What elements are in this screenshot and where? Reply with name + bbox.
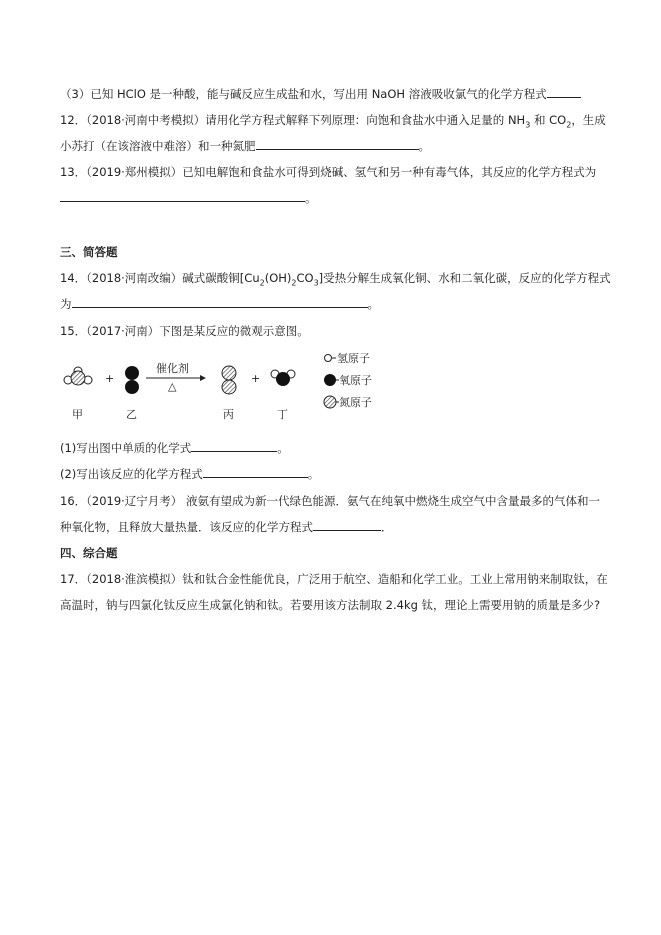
label-yi: 乙 bbox=[126, 408, 137, 421]
question-text: 为 bbox=[60, 297, 72, 311]
question-text: CO bbox=[296, 271, 314, 285]
question-13-line-2 bbox=[60, 190, 317, 206]
reaction-arrow bbox=[146, 361, 206, 393]
punctuation: ． bbox=[381, 520, 393, 534]
answer-blank[interactable] bbox=[547, 86, 581, 98]
oxygen-atom bbox=[276, 372, 290, 386]
legend-nitrogen: 氮原子 bbox=[339, 396, 372, 409]
answer-blank[interactable] bbox=[191, 440, 277, 452]
question-15-intro: 15．（2017·河南）下图是某反应的微观示意图。 bbox=[60, 324, 309, 338]
heat-symbol: △ bbox=[168, 380, 177, 393]
molecule-yi bbox=[125, 366, 139, 394]
punctuation: 。 bbox=[418, 139, 430, 153]
section-3-title: 三、简答题 bbox=[60, 245, 118, 259]
reaction-micro-diagram bbox=[60, 352, 400, 424]
question-text: (OH) bbox=[264, 271, 292, 285]
answer-blank[interactable] bbox=[60, 190, 305, 202]
subscript: 2 bbox=[291, 278, 297, 288]
question-text: （3）已知 HClO 是一种酸，能与碱反应生成盐和水，写出用 NaOH 溶液吸收氯气的化学方程式 bbox=[60, 87, 547, 101]
label-ding: 丁 bbox=[277, 408, 288, 421]
question-text: 14．（2018·河南改编）碱式碳酸铜[Cu bbox=[60, 271, 260, 285]
subscript: 3 bbox=[313, 278, 319, 288]
question-text: 种氧化物，且释放大量热量．该反应的化学方程式 bbox=[60, 520, 313, 534]
question-text: 13．（2019·郑州模拟）已知电解饱和食盐水可得到烧碱、氢气和另一种有毒气体，其反应的化学方程式为 bbox=[60, 165, 597, 179]
question-14-line-1 bbox=[60, 270, 611, 286]
answer-blank[interactable] bbox=[256, 138, 419, 150]
nitrogen-atom bbox=[71, 371, 85, 385]
molecule-ding bbox=[271, 370, 295, 386]
question-12-line-1 bbox=[60, 112, 606, 128]
question-15-sub-2 bbox=[60, 466, 319, 482]
nitrogen-atom bbox=[222, 380, 236, 394]
section-4-title: 四、综合题 bbox=[60, 546, 118, 560]
question-13-line-1 bbox=[60, 164, 596, 180]
question-14-line-2 bbox=[60, 296, 379, 312]
plus-sign: + bbox=[105, 372, 115, 385]
question-text: 12．（2018·河南中考模拟）请用化学方程式解释下列原理：向饱和食盐水中通入足量的 NH bbox=[60, 113, 526, 127]
subscript: 2 bbox=[566, 120, 572, 130]
legend bbox=[324, 351, 372, 409]
punctuation: 。 bbox=[305, 191, 317, 205]
question-16-line-1: 16．（2019·辽宁月考） 液氨有望成为新一代绿色能源．氨气在纯氧中燃烧生成空气中含量最多的气体和一 bbox=[60, 494, 600, 508]
punctuation: 。 bbox=[307, 467, 320, 481]
legend-oxygen: 氧原子 bbox=[339, 374, 372, 387]
answer-blank[interactable] bbox=[313, 519, 381, 531]
nitrogen-atom bbox=[222, 366, 236, 380]
answer-blank[interactable] bbox=[203, 466, 308, 478]
question-15-sub-1 bbox=[60, 440, 289, 456]
subscript: 3 bbox=[525, 120, 531, 130]
oxygen-atom bbox=[125, 366, 139, 380]
answer-blank[interactable] bbox=[72, 296, 368, 308]
catalyst-label: 催化剂 bbox=[156, 362, 189, 375]
subscript: 2 bbox=[259, 278, 265, 288]
question-17-line-1: 17．（2018·淮滨模拟）钛和钛合金性能优良，广泛用于航空、造船和化学工业。工业上常用钠来制取钛，在 bbox=[60, 572, 608, 586]
question-text: ]受热分解生成氧化铜、水和二氧化碳，反应的化学方程式 bbox=[318, 271, 611, 285]
plus-sign: + bbox=[251, 372, 261, 385]
nitrogen-legend-icon bbox=[324, 396, 336, 408]
oxygen-legend-icon bbox=[324, 374, 336, 386]
label-jia: 甲 bbox=[72, 408, 83, 421]
legend-hydrogen: 氢原子 bbox=[337, 352, 370, 365]
question-text: 和 CO bbox=[530, 113, 567, 127]
question-12-line-2 bbox=[60, 138, 430, 154]
punctuation: 。 bbox=[367, 297, 379, 311]
question-16-line-2 bbox=[60, 519, 393, 535]
question-text: 小苏打（在该溶液中难溶）和一种氮肥 bbox=[60, 139, 256, 153]
hydrogen-legend-icon bbox=[325, 355, 332, 362]
molecule-jia bbox=[64, 367, 92, 385]
question-text: (2)写出该反应的化学方程式 bbox=[60, 467, 203, 481]
question-text: (1)写出图中单质的化学式 bbox=[60, 441, 192, 455]
question-17-line-2: 高温时，钠与四氯化钛反应生成氯化钠和钛。若要用该方法制取 2.4kg 钛，理论上需要用钠的质量是多少? bbox=[60, 598, 601, 612]
punctuation: 。 bbox=[277, 441, 289, 455]
oxygen-atom bbox=[125, 380, 139, 394]
label-bing: 丙 bbox=[223, 408, 234, 421]
question-11-part-3 bbox=[60, 86, 581, 102]
molecule-bing bbox=[222, 366, 236, 394]
question-text: ，生成 bbox=[571, 113, 606, 127]
